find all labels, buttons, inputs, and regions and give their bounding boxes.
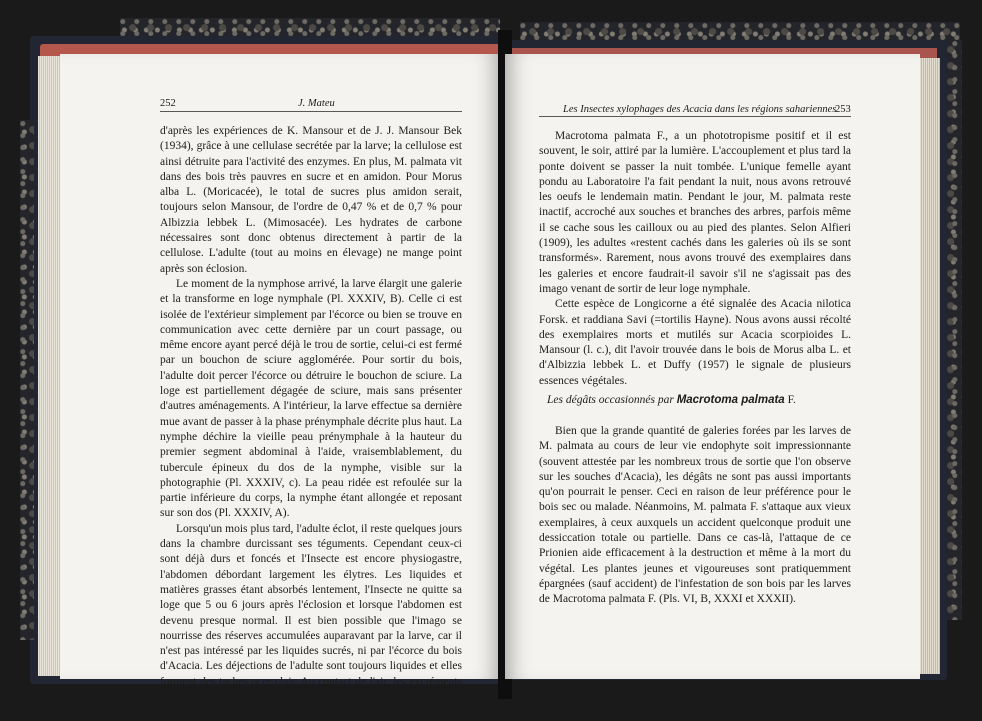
paragraph: Macrotoma palmata F., a un phototropisme positif et il est souvent, le soir, attiré par la lumière. L'accouplement et plus tard la ponte doivent se passer la nuit tombée. L'unique femelle ayant pondu au Laboratoire l'a fait pendant la nuit, nous avons retrouvé les oeufs le lendemain matin. Pendant le jour, M. palmata reste inactif, accroché aux souches et branches des arbres, parfois même il se cache sous les cailloux ou au pied des plantes. Selon Alfieri (1909), les adultes «restent cachés dans les galeries où ils se sont transformés». Rarement, nous avons trouvé des exemplaires dans les galeries et encore faudrait-il savoir s'il ne s'agissait pas des imago venant de sortir de leur loge nymphale.	[539, 130, 851, 295]
paragraph: Cette espèce de Longicorne a été signalée des Acacia nilotica Forsk. et raddiana Savi (=tortilis Hayne). Nous avons aussi récolté des exemplaires morts et mutilés sur Acacia scorpioides L. Mansour (l. c.), dit l'avoir trouvée dans le bois de Morus alba L. et d'Albizzia lebbek L. et Duffy (1957) le signale de plusieurs essences végétales.	[539, 298, 851, 387]
section-heading-species: Macrotoma palmata	[676, 394, 785, 406]
left-page-body	[160, 124, 462, 721]
paragraph: Lorsqu'un mois plus tard, l'adulte éclot, il reste quelques jours dans la chambre durcissant ses téguments. Cependant ceux-ci sont déjà durs et foncés et l'Insecte est encore physiogastre, l'abdomen débordant largement les élytres. Les liquides et matières grasses étant absorbés lentement, l'Insecte ne quitte sa loge que 5 ou 6 jours après l'éclosion et lorsque l'abdomen est devenu presque normal. Il est bien possible que l'imago se nourrisse des réserves accumulées auparavant par la larve, car il n'est pas intéressé par les liquides sucrés, ni par l'écorce du bois d'Acacia. Les déjections de l'adulte sont toujours liquides et elles forment des taches ocre clair. Au contact de l'air, les excréments plus ou moins visqueux, deviennent plus tard solides par l'évaporation de l'eau qu'ils contiennent.	[160, 522, 462, 719]
page-number-left: 252	[160, 98, 176, 109]
header-rule-left	[160, 111, 462, 112]
page-number-right: 253	[835, 104, 851, 115]
marbled-endpaper-left-edge	[20, 120, 34, 640]
paragraph: Le moment de la nymphose arrivé, la larve élargit une galerie et la transforme en loge nymphale (Pl. XXXIV, B). Celle ci est isolée de l'extérieur simplement par l'écorce ou bien se trouve en communication avec cette dernière par un court passage, ou même encore ayant percé déjà le trou de sortie, celui-ci est fermé par un bouchon de sciure agglomérée. Pour sortir du bois, l'adulte doit percer l'écorce ou détruire le bouchon de sciure. La loge est partiellement dégagée de sciure, mais sans présenter d'autres aménagements. A l'intérieur, la larve effectue sa dernière mue avant de passer à la phase prénymphale décrite plus haut. La nymphe déchire la vieille peau prénymphale à la hauteur du premier segment abdominal à l'aide, vraisemblablement, du tubercule épineux du dos de la nymphe, visible sur la photographie (Pl. XXXIV, c). La peau ridée est refoulée sur la partie inférieure du corps, la nymphe étant allongée et reposant sur son dos (Pl. XXXIV, A).	[160, 277, 462, 520]
header-rule-right	[539, 116, 851, 117]
running-head-right: Les Insectes xylophages des Acacia dans les régions sahariennes	[563, 104, 837, 115]
running-head-left: J. Mateu	[298, 98, 335, 109]
paragraph: Bien que la grande quantité de galeries forées par les larves de M. palmata au cours de leur vie endophyte soit impressionnante (souvent attestée par les nombreux trous de sortie que l'on observe sur les souches d'Acacia), les dégâts ne sont pas aussi importants qu'on pourrait le penser. Ceci en raison de leur préférence pour le bois sec ou malade. Néanmoins, M. palmata F. s'attaque aux vieux exemplaires, à ceux auxquels un accident quelconque produit une dessiccation totale ou partielle. Dans ce cas-là, l'attaque de ce Prionien aide efficacement à la destruction et même à la mort du végétal. Les plantes jeunes et vigoureuses sont pratiquemment épargnées (sauf accident) de l'infestation de son bois par les larves de Macrotoma palmata F. (Pls. VI, B, XXXI et XXXII).	[539, 425, 851, 606]
page-stack-right	[918, 58, 940, 674]
page-stack-left	[38, 56, 62, 676]
section-heading-prefix: Les dégâts occasionnés par	[547, 394, 674, 406]
section-heading-suffix: F.	[787, 394, 796, 406]
left-page	[60, 54, 500, 719]
right-page-body	[539, 129, 851, 389]
section-body	[539, 424, 851, 608]
section-heading	[547, 394, 796, 406]
paragraph: d'après les expériences de K. Mansour et de J. J. Mansour Bek (1934), grâce à une cellulase secrétée par la larve; la cellulose est ainsi détruite para l'activité des enzymes. En plus, M. palmata vit dans des bois très pauvres en sucre et en amidon. Pour Morus alba L. (Moricacée), le total de sucres plus amidon serait, toujours selon Mansour, de l'ordre de 0,47 % et de 0,7 % pour Albizzia lebbek L. (Mimosacée). Les hydrates de carbone nécessaires sont donc obtenus directement à partir de la cellulose. L'adulte (tout au moins en élevage) ne mange point après son éclosion.	[160, 125, 462, 275]
right-page	[505, 54, 920, 679]
